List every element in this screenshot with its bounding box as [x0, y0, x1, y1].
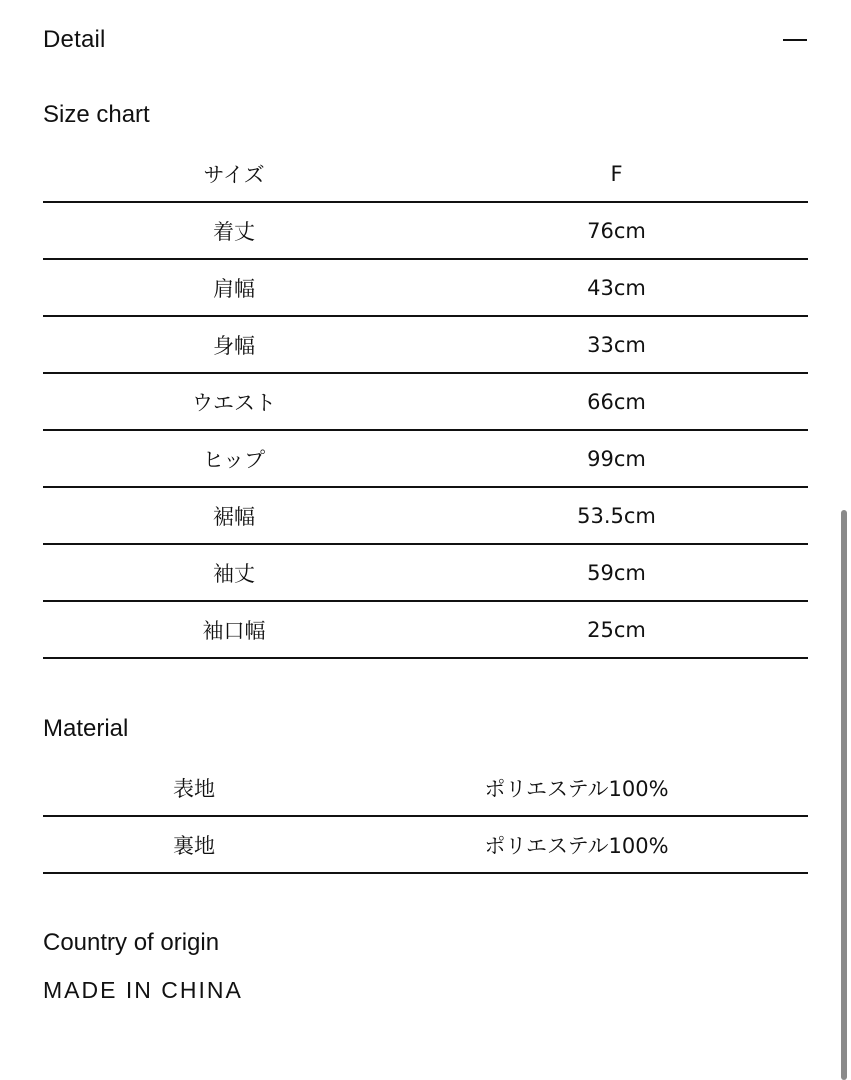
size-row-value: 99cm [425, 430, 808, 487]
scrollbar-thumb[interactable] [841, 510, 847, 1080]
size-row-label: ウエスト [43, 373, 425, 430]
country-of-origin-heading: Country of origin [43, 929, 220, 956]
size-row-value: 66cm [425, 373, 808, 430]
size-chart-heading: Size chart [43, 101, 150, 128]
table-row [43, 259, 808, 316]
table-row [43, 430, 808, 487]
table-row [43, 373, 808, 430]
table-row [43, 202, 808, 259]
material-row-value: ポリエステル100% [345, 816, 808, 873]
vertical-scrollbar[interactable] [841, 510, 847, 1080]
minus-icon[interactable] [782, 30, 808, 50]
table-row [43, 760, 808, 816]
size-row-label: 袖丈 [43, 544, 425, 601]
size-row-value: 43cm [425, 259, 808, 316]
size-row-value: 25cm [425, 601, 808, 658]
detail-accordion-header[interactable] [43, 20, 808, 60]
table-row [43, 316, 808, 373]
table-row [43, 544, 808, 601]
minus-icon-bar [783, 39, 807, 41]
detail-title: Detail [43, 26, 106, 53]
size-row-value: 33cm [425, 316, 808, 373]
size-header-value: F [425, 146, 808, 202]
size-row-label: 着丈 [43, 202, 425, 259]
material-row-label: 表地 [43, 760, 345, 816]
material-row-value: ポリエステル100% [345, 760, 808, 816]
size-row-label: 肩幅 [43, 259, 425, 316]
table-row [43, 487, 808, 544]
size-row-label: 裾幅 [43, 487, 425, 544]
size-row-label: ヒップ [43, 430, 425, 487]
size-header-label: サイズ [43, 146, 425, 202]
material-table [43, 760, 808, 874]
size-row-value: 59cm [425, 544, 808, 601]
size-row-value: 53.5cm [425, 487, 808, 544]
size-row-value: 76cm [425, 202, 808, 259]
size-chart-table [43, 146, 808, 659]
size-row-label: 身幅 [43, 316, 425, 373]
size-row-label: 袖口幅 [43, 601, 425, 658]
table-row [43, 601, 808, 658]
material-row-label: 裏地 [43, 816, 345, 873]
material-heading: Material [43, 715, 129, 742]
country-of-origin-value: MADE IN CHINA [43, 977, 243, 1003]
table-row [43, 816, 808, 873]
size-chart-header-row [43, 146, 808, 202]
